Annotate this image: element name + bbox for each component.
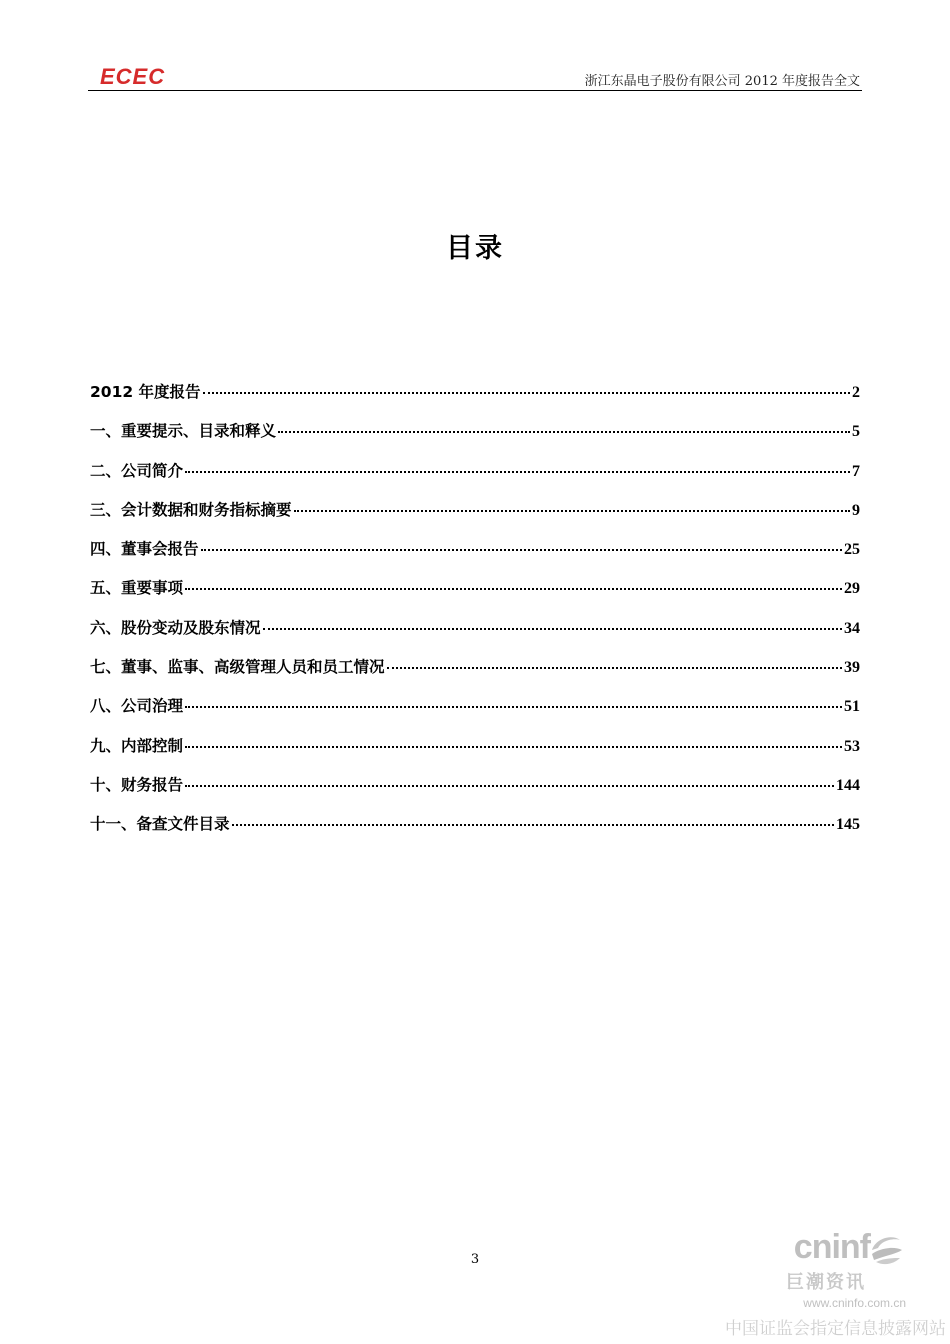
page-title: 目录 <box>446 233 504 264</box>
toc-leader-dots <box>185 746 842 748</box>
toc-entry-page: 2 <box>852 384 860 401</box>
toc-entry-page: 25 <box>844 541 860 559</box>
toc-entry-label: 七、董事、监事、高级管理人员和员工情况 <box>90 658 385 677</box>
toc-entry[interactable] <box>90 498 860 537</box>
toc-entry-page: 39 <box>844 659 860 677</box>
toc-entry-label: 十一、备查文件目录 <box>90 815 230 834</box>
toc-entry-page: 5 <box>852 423 860 441</box>
toc-entry[interactable] <box>90 419 860 458</box>
toc-entry-label: 十、财务报告 <box>90 775 184 794</box>
toc-leader-dots <box>278 431 850 433</box>
toc-entry-label: 五、重要事项 <box>90 579 184 598</box>
toc-leader-dots <box>185 471 850 473</box>
toc-entry[interactable] <box>90 655 860 694</box>
toc-entry-page: 7 <box>852 462 860 480</box>
toc-leader-dots <box>232 824 834 826</box>
toc-leader-dots <box>203 392 850 394</box>
toc-leader-dots <box>387 667 842 669</box>
page-number: 3 <box>470 1252 480 1267</box>
toc-entry-page: 51 <box>844 698 860 716</box>
cninfo-swirl-icon <box>866 1228 906 1268</box>
toc-leader-dots <box>201 549 842 551</box>
watermark-url: www.cninfo.com.cn <box>803 1296 906 1310</box>
toc-leader-dots <box>294 510 850 512</box>
page-header <box>88 62 862 91</box>
toc-entry-label: 2012 年度报告 <box>90 383 201 401</box>
company-logo: ECEC <box>100 64 166 89</box>
toc-entry-page: 29 <box>844 580 860 598</box>
table-of-contents <box>90 380 860 852</box>
toc-leader-dots <box>263 628 842 630</box>
toc-entry-label: 一、重要提示、目录和释义 <box>90 422 277 441</box>
toc-entry[interactable] <box>90 380 860 419</box>
toc-entry[interactable] <box>90 616 860 655</box>
cninfo-watermark <box>710 1222 950 1344</box>
toc-entry[interactable] <box>90 537 860 576</box>
toc-entry[interactable] <box>90 734 860 773</box>
toc-leader-dots <box>185 785 834 787</box>
toc-entry[interactable] <box>90 812 860 851</box>
watermark-brand: cninf <box>793 1228 870 1266</box>
toc-entry[interactable] <box>90 459 860 498</box>
toc-entry-page: 9 <box>852 501 860 519</box>
toc-entry-page: 145 <box>836 816 860 834</box>
toc-entry-page: 34 <box>844 619 860 637</box>
toc-entry-label: 九、内部控制 <box>90 736 184 755</box>
toc-entry[interactable] <box>90 694 860 733</box>
toc-entry[interactable] <box>90 576 860 615</box>
toc-entry-label: 三、会计数据和财务指标摘要 <box>90 500 292 519</box>
toc-entry[interactable] <box>90 773 860 812</box>
toc-entry-label: 二、公司简介 <box>90 461 184 480</box>
header-title: 浙江东晶电子股份有限公司 2012 年度报告全文 <box>584 74 860 89</box>
watermark-tagline: 中国证监会指定信息披露网站 <box>725 1319 946 1338</box>
toc-leader-dots <box>185 588 842 590</box>
toc-leader-dots <box>185 706 842 708</box>
toc-entry-label: 八、公司治理 <box>90 697 184 716</box>
toc-entry-label: 四、董事会报告 <box>90 540 199 559</box>
watermark-brand-cn: 巨潮资讯 <box>786 1272 866 1292</box>
toc-entry-page: 53 <box>844 737 860 755</box>
toc-entry-page: 144 <box>836 776 860 794</box>
toc-entry-label: 六、股份变动及股东情况 <box>90 618 261 637</box>
